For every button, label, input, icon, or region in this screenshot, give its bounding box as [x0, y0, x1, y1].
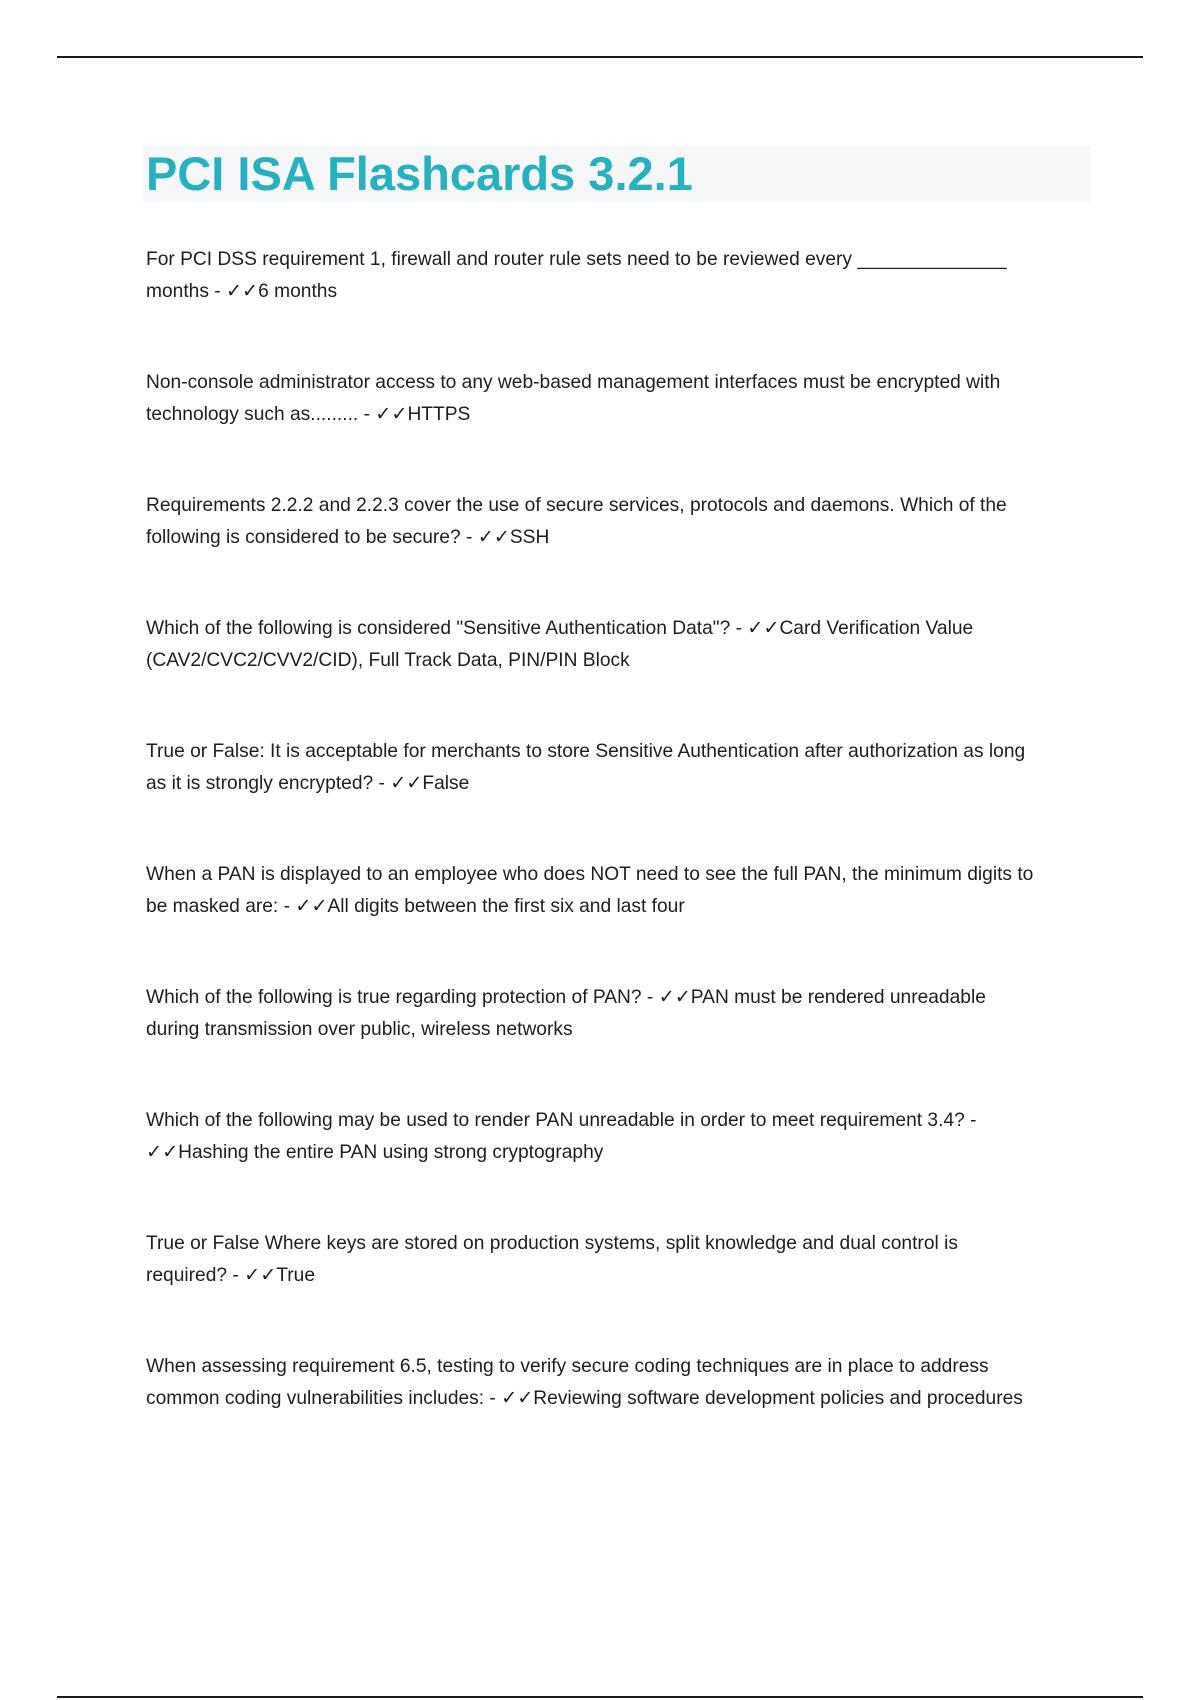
- flashcard: Requirements 2.2.2 and 2.2.3 cover the use of secure services, protocols and daemons. Which of the following is considered to be secure? - ✓✓SSH: [146, 495, 1007, 548]
- flashcard: True or False Where keys are stored on production systems, split knowledge and dual control is required? - ✓✓True: [146, 1233, 958, 1286]
- flashcard: Which of the following is considered "Sensitive Authentication Data"? - ✓✓Card Verification Value (CAV2/CVC2/CVV2/CID), Full Track Data, PIN/PIN Block: [146, 618, 974, 671]
- flashcard: Non-console administrator access to any web-based management interfaces must be encrypted with technology such as......... - ✓✓HTTPS: [146, 372, 1001, 425]
- flashcard: True or False: It is acceptable for merchants to store Sensitive Authentication after authorization as long as it is strongly encrypted? - ✓✓False: [146, 741, 1026, 794]
- page-title: PCI ISA Flashcards 3.2.1: [146, 147, 693, 200]
- flashcard: When assessing requirement 6.5, testing to verify secure coding techniques are in place to address common coding vulnerabilities includes: - ✓✓Reviewing software development policies and procedures: [146, 1356, 1023, 1409]
- flashcard: Which of the following is true regarding protection of PAN? - ✓✓PAN must be rendered unreadable during transmission over public, wireless networks: [146, 987, 986, 1040]
- flashcard: Which of the following may be used to render PAN unreadable in order to meet requirement 3.4? - ✓✓Hashing the entire PAN using strong cryptography: [146, 1110, 977, 1163]
- flashcard: For PCI DSS requirement 1, firewall and router rule sets need to be reviewed every ______________ months - ✓✓6 months: [146, 249, 1007, 302]
- flashcard-list: [146, 244, 1092, 1474]
- flashcard: When a PAN is displayed to an employee who does NOT need to see the full PAN, the minimum digits to be masked are: - ✓✓All digits between the first six and last four: [146, 864, 1034, 917]
- header-rule: [57, 56, 1143, 58]
- footer-rule: [57, 1696, 1143, 1698]
